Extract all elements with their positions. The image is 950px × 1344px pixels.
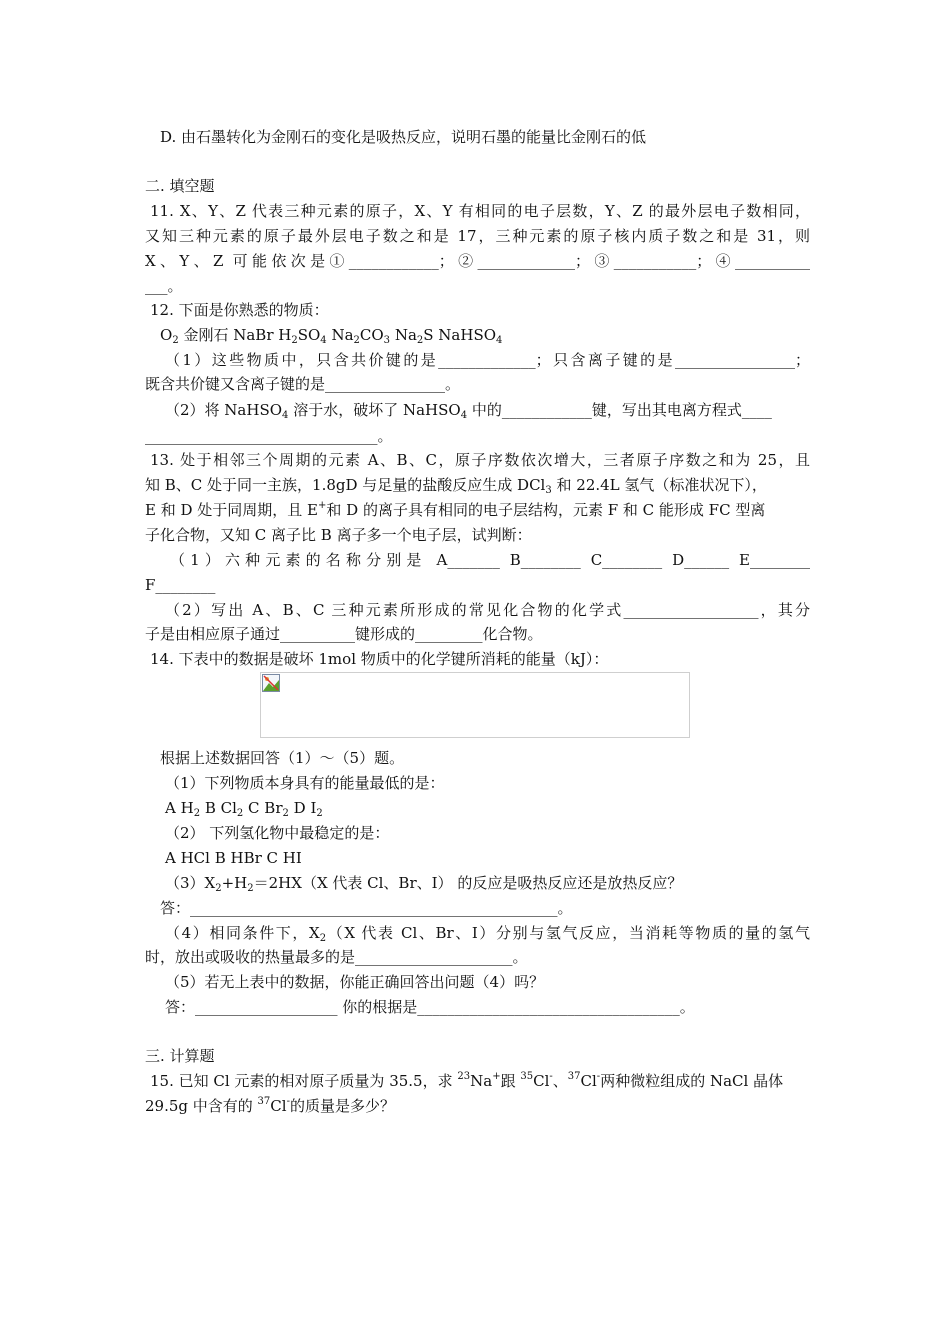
q14-part3: $(3)X_2+H_2=2HX(X$ 代表 Cl、Br、I） 的反应是吸热反应还是放热反应？ bbox=[165, 874, 683, 894]
option-d: D. 由石墨转化为金刚石的变化是吸热反应，说明石墨的能量比金刚石的低 bbox=[160, 128, 647, 146]
q15-line-1: 15. 已知 Cl 元素的相对原子质量为 35.5，求 $^{23}$Na+跟 $^{35}$Cl-、$^{37}$Cl-两种微粒组成的 NaCl 晶体 bbox=[150, 1071, 784, 1090]
q11-line-4: ___。 bbox=[145, 277, 183, 295]
q14-part5: （5）若无上表中的数据，你能正确回答出问题（4）吗？ bbox=[165, 973, 545, 991]
q12-part2-line-2: _______________________________。 bbox=[145, 427, 393, 445]
q11-line-2: 又知三种元素的原子最外层电子数之和是 17，三种元素的原子核内质子数之和是 31，则 bbox=[145, 227, 810, 245]
broken-image-icon bbox=[262, 674, 280, 692]
q14-part5-answer: 答：___________________ 你的根据是___________________________________。 bbox=[165, 998, 695, 1016]
q12-heading: 12. 下面是你熟悉的物质： bbox=[150, 301, 329, 319]
q11-line-3: X、Y、Z 可能依次是①____________；②_____________；③___________；④__________ bbox=[145, 252, 810, 270]
q14-part4-line-1: （4）相同条件下，$X_2(X$ 代表 Cl、Br、I）分别与氢气反应，当消耗等物质的量的氢气 bbox=[165, 924, 810, 944]
q11-line-1: 11. X、Y、Z 代表三种元素的原子，X、Y 有相同的电子层数，Y、Z 的最外层电子数相同， bbox=[150, 202, 810, 220]
q14-part2-options: A HCl B HBr C HI bbox=[165, 849, 302, 867]
section-calculation-heading: 三. 计算题 bbox=[145, 1047, 215, 1065]
q14-heading: 14. 下表中的数据是破坏 1mol 物质中的化学键所消耗的能量（kJ）： bbox=[150, 650, 609, 668]
q13-line-4: 子化合物，又知 C 离子比 B 离子多一个电子层，试判断： bbox=[145, 526, 532, 544]
q14-part3-answer: 答：_________________________________________________。 bbox=[160, 899, 573, 917]
q14-part4-line-2: 时，放出或吸收的热量最多的是_____________________。 bbox=[145, 948, 528, 966]
q13-part1-line-1: （1）六种元素的名称分别是 A_______ B________ C________ D______ E________ bbox=[170, 551, 810, 569]
q14-part1-options: A $H_2$ B $Cl_2$ C $Br_2$ D $I_2$ bbox=[165, 799, 323, 819]
q13-part1-line-2: F________ bbox=[145, 576, 216, 594]
q13-part2-line-1: （2）写出 A、B、C 三种元素所形成的常见化合物的化学式__________________，其分 bbox=[165, 601, 810, 619]
q15-line-2: 29.5g 中含有的 $^{37}$Cl-的质量是多少？ bbox=[145, 1096, 395, 1115]
q12-part1-line-1: （1）这些物质中，只含共价键的是_____________；只含离子键的是________________； bbox=[165, 351, 810, 369]
q13-line-1: 13. 处于相邻三个周期的元素 A、B、C，原子序数依次增大，三者原子序数之和为 25，且 bbox=[150, 451, 810, 469]
q14-part2: （2） 下列氢化物中最稳定的是： bbox=[165, 824, 390, 842]
q13-line-3: E 和 D 处于同周期，且 E+和 D 的离子具有相同的电子层结构，元素 F 和 C 能形成 FC 型离 bbox=[145, 500, 766, 519]
q13-line-2: 知 B、C 处于同一主族，1.8gD 与足量的盐酸反应生成 DCl$_3$ 和 22.4L 氢气（标准状况下）， bbox=[145, 476, 767, 496]
energy-data-table-image bbox=[260, 672, 690, 738]
section-fill-in-heading: 二. 填空题 bbox=[145, 177, 215, 195]
q14-instructions: 根据上述数据回答（1）～（5）题。 bbox=[160, 749, 405, 767]
q14-part1: （1）下列物质本身具有的能量最低的是： bbox=[165, 774, 445, 792]
q12-substances: $O_2$ 金刚石 NaBr $H_2SO_4$ $Na_2CO_3$ $Na_2S$ NaHSO$_4$ bbox=[160, 326, 503, 346]
q13-part2-line-2: 子是由相应原子通过__________键形成的_________化合物。 bbox=[145, 625, 543, 643]
q12-part2-line-1: （2）将 NaHSO$_4$ 溶于水，破坏了 NaHSO$_4$ 中的____________键，写出其电离方程式____ bbox=[165, 401, 772, 421]
q12-part1-line-2: 既含共价键又含离子键的是________________。 bbox=[145, 375, 461, 393]
